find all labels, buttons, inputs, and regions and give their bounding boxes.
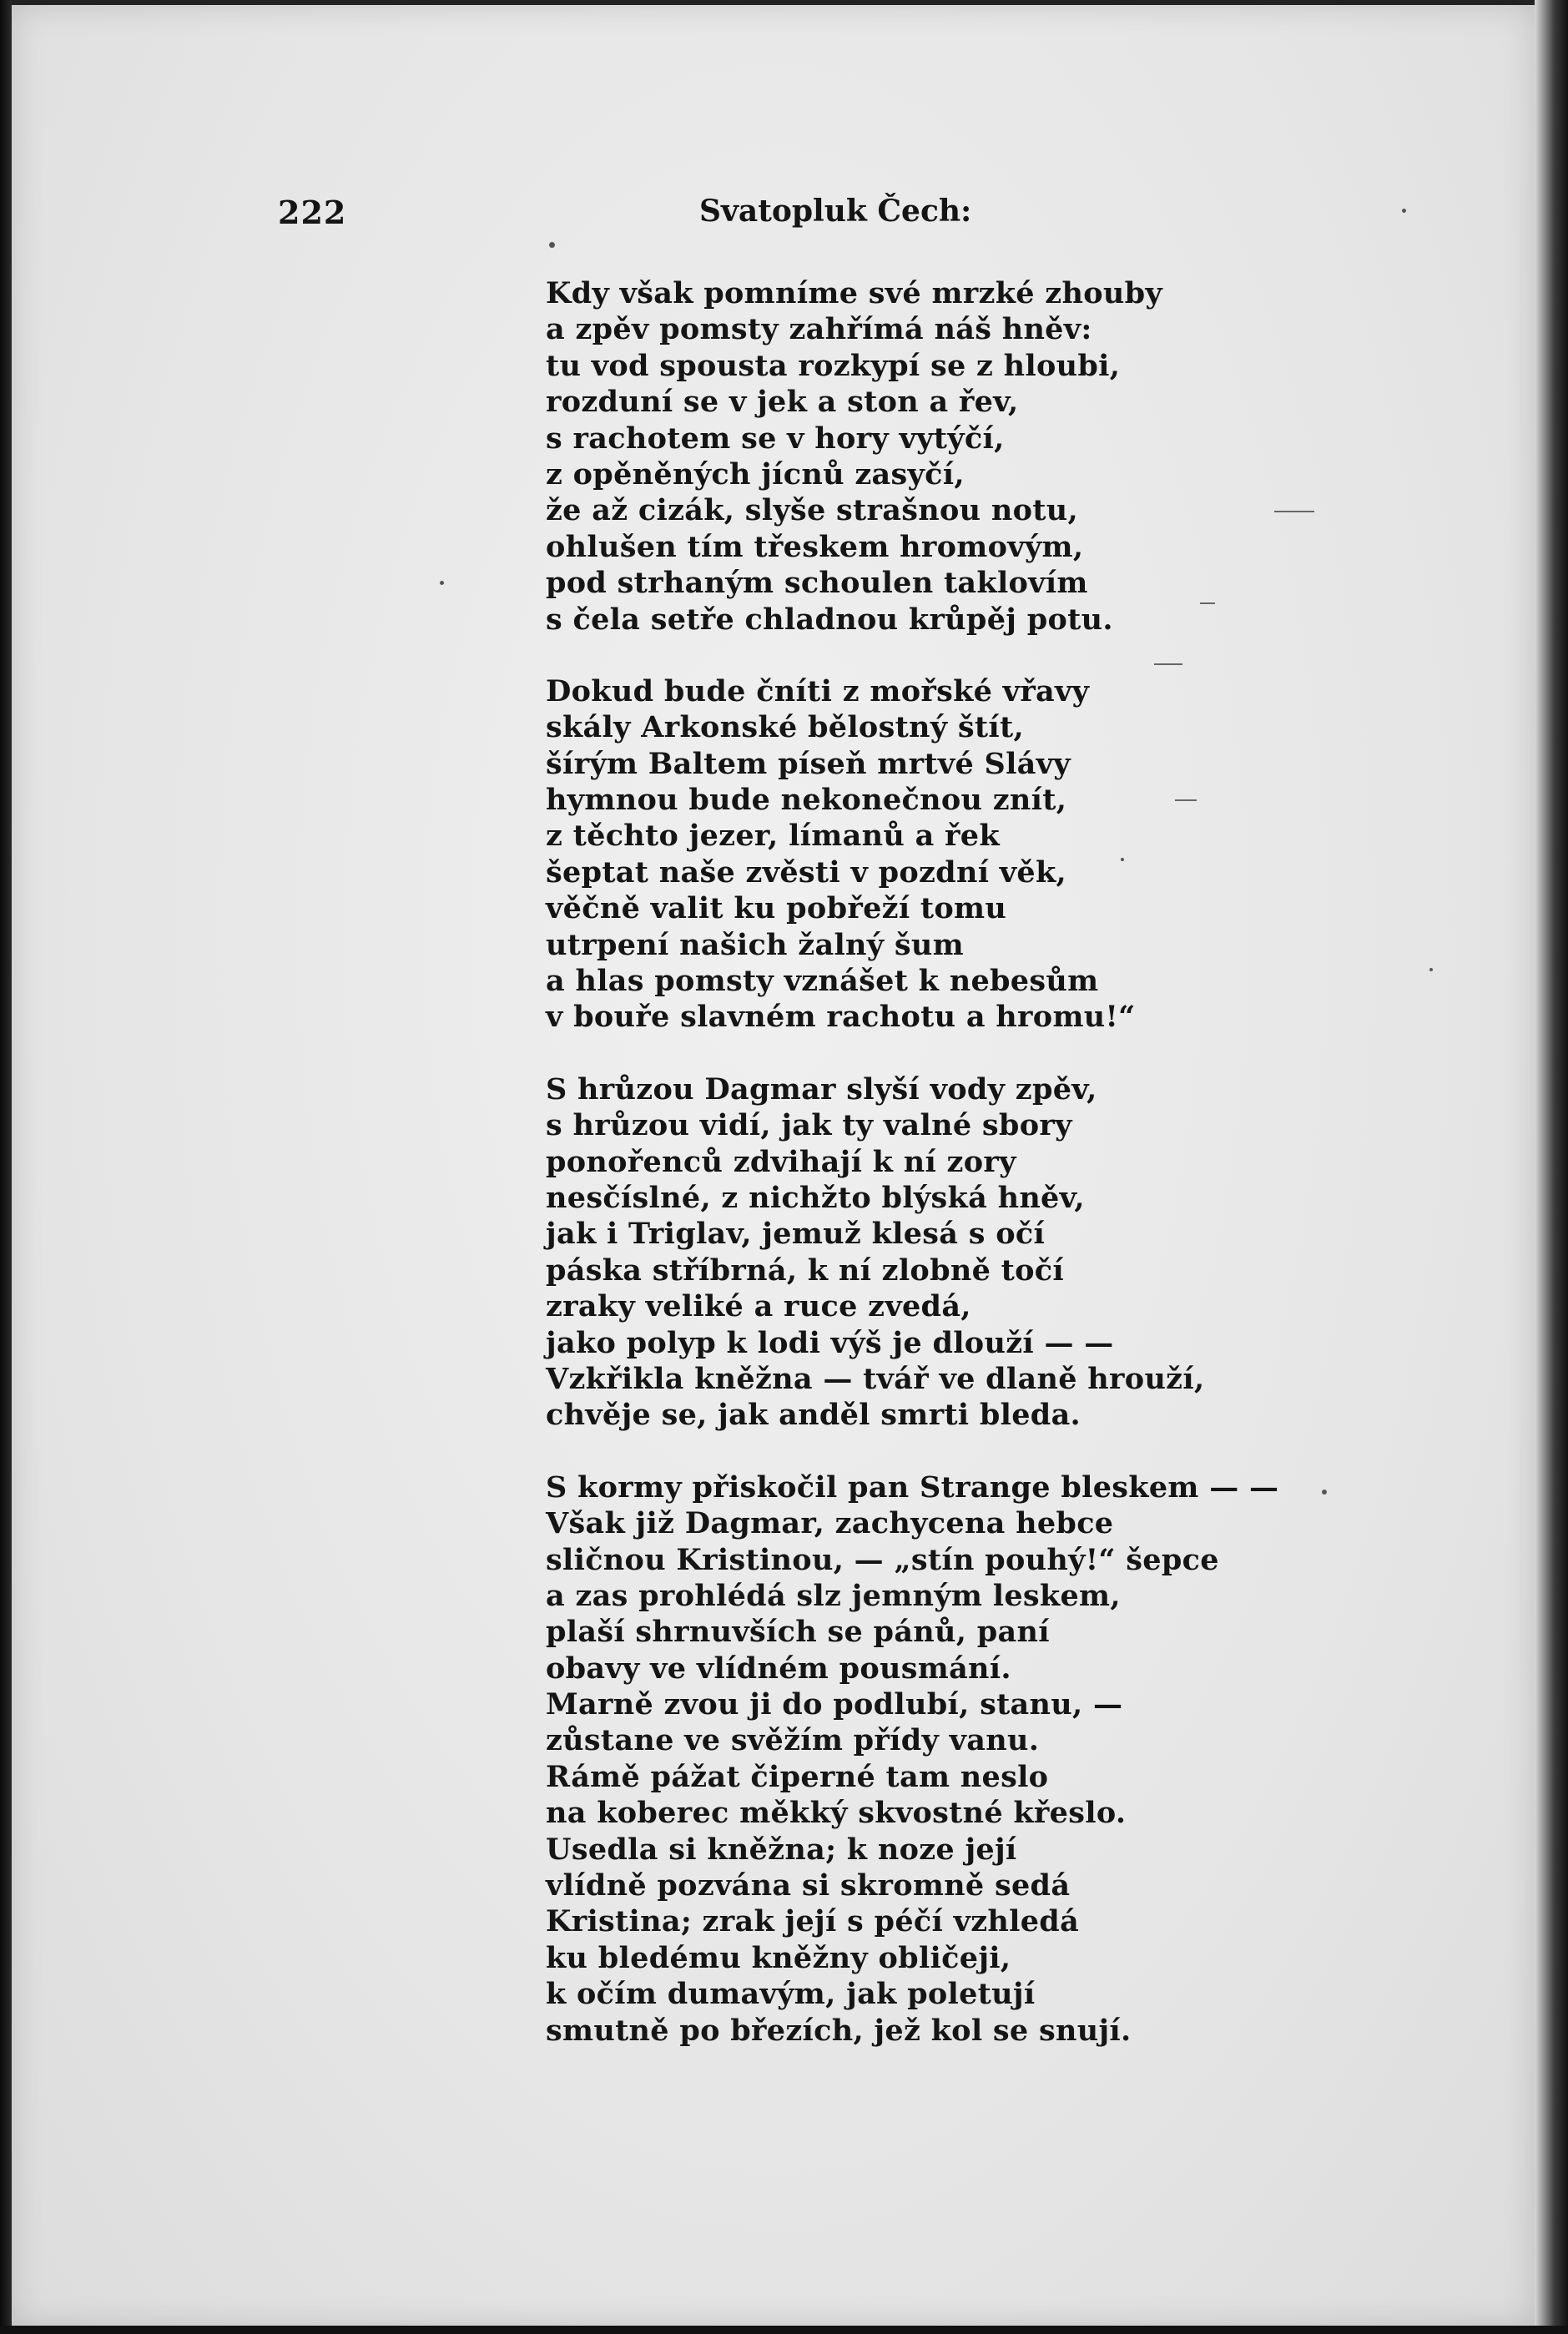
verse-line: Kristina; zrak její s péčí vzhledá [546,1904,1080,1939]
verse-line: Marně zvou ji do podlubí, stanu, — [546,1687,1123,1722]
scan-speck [440,581,444,585]
verse-line: s rachotem se v hory vytýčí, [546,421,1005,456]
verse-line: Vzkřikla kněžna — tvář ve dlaně hrouží, [546,1361,1205,1396]
verse-line: a zpěv pomsty zahřímá náš hněv: [546,312,1092,347]
scan-binding-edge [0,0,12,2334]
poem-body [546,275,1480,2084]
stanza-3 [546,1071,1480,1434]
scan-bottom-edge [0,2326,1568,2334]
verse-line: pod strhaným schoulen taklovím [546,566,1088,601]
verse-line: nesčíslné, z nichžto blýská hněv, [546,1180,1085,1215]
running-head: Svatopluk Čech: [699,194,972,229]
verse-line: věčně valit ku pobřeží tomu [546,891,1007,926]
verse-line: jako polyp k lodi výš je dlouží — — [546,1325,1114,1360]
scan-right-edge [1535,0,1568,2334]
verse-line: šírým Baltem píseň mrtvé Slávy [546,746,1071,781]
verse-line: z těchto jezer, límanů a řek [546,819,1000,854]
verse-line: z opěněných jícnů zasyčí, [546,456,965,492]
verse-line: šeptat naše zvěsti v pozdní věk, [546,854,1067,890]
verse-line: s hrůzou vidí, jak ty valné sbory [546,1108,1072,1143]
verse-line: utrpení našich žalný šum [546,927,964,962]
verse-line: S kormy přiskočil pan Strange bleskem — — [546,1469,1279,1505]
verse-line: Dokud bude čníti z mořské vřavy [546,673,1090,708]
stanza-4 [546,1469,1480,2049]
page-number: 222 [278,194,347,231]
verse-line: skály Arkonské bělostný štít, [546,710,1024,745]
verse-line: ponořenců zdvihají k ní zory [546,1144,1016,1179]
verse-line: tu vod spousta rozkypí se z hloubi, [546,348,1121,383]
verse-line: a zas prohlédá slz jemným leskem, [546,1578,1121,1613]
verse-line: S hrůzou Dagmar slyší vody zpěv, [546,1071,1097,1107]
verse-line: Kdy však pomníme své mrzké zhouby [546,276,1163,310]
verse-line: v bouře slavném rachotu a hromu!“ [546,1000,1136,1035]
verse-line: jak i Triglav, jemuž klesá s očí [546,1217,1046,1252]
verse-line: ku bledému kněžny obličeji, [546,1940,1011,1975]
verse-line: k očím dumavým, jak poletují [546,1977,1036,2012]
stanza-1 [546,275,1480,638]
verse-line: páska stříbrná, k ní zlobně točí [546,1253,1064,1288]
scan-top-edge [0,0,1568,5]
verse-line: rozduní se v jek a ston a řev, [546,385,1019,420]
verse-line: a hlas pomsty vznášet k nebesům [546,964,1099,999]
verse-line: s čela setře chladnou krůpěj potu. [546,602,1113,637]
verse-line: ohlušen tím třeskem hromovým, [546,529,1084,564]
verse-line: Usedla si kněžna; k noze její [546,1832,1017,1867]
verse-line: hymnou bude nekonečnou znít, [546,783,1067,818]
verse-line: Však již Dagmar, zachycena hebce [546,1506,1114,1541]
verse-line: zraky veliké a ruce zvedá, [546,1289,971,1324]
verse-line: smutně po březích, jež kol se snují. [546,2013,1132,2048]
verse-line: chvěje se, jak anděl smrti bleda. [546,1398,1081,1433]
verse-line: na koberec měkký skvostné křeslo. [546,1796,1127,1831]
stanza-2 [546,673,1480,1036]
page-header [0,194,1568,244]
verse-line: zůstane ve svěžím přídy vanu. [546,1723,1040,1758]
verse-line: vlídně pozvána si skromně sedá [546,1868,1071,1903]
verse-line: Rámě pážat čiperné tam neslo [546,1759,1049,1794]
verse-line: plaší shrnuvších se pánů, paní [546,1615,1050,1650]
verse-line: že až cizák, slyše strašnou notu, [546,493,1078,528]
verse-line: obavy ve vlídném pousmání. [546,1651,1011,1686]
verse-line: sličnou Kristinou, — „stín pouhý!“ šepce [546,1542,1219,1577]
